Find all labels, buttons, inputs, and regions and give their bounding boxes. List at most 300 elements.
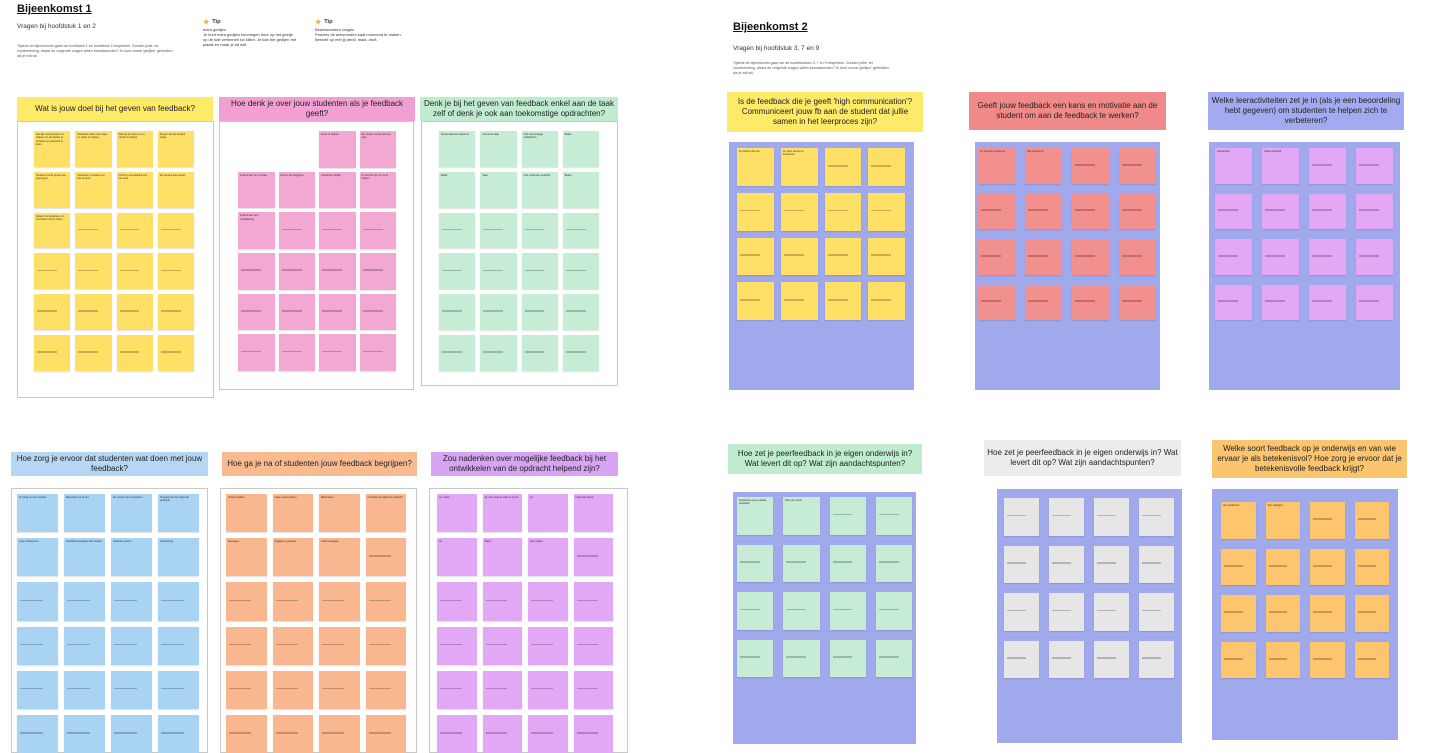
empty-sticky-note[interactable] (1004, 498, 1039, 536)
sticky-note[interactable] (75, 131, 111, 167)
sticky-note[interactable] (480, 131, 516, 167)
empty-sticky-note[interactable] (319, 212, 356, 249)
placeholder-line (577, 732, 599, 734)
tip-note-answers[interactable] (315, 20, 410, 42)
question-header-q1[interactable]: Wat is jouw doel bij het geven van feedback? (17, 97, 213, 121)
tip-note-extra[interactable] (203, 20, 298, 47)
empty-sticky-note[interactable] (366, 715, 407, 753)
empty-sticky-note[interactable] (1262, 194, 1299, 230)
empty-sticky-note[interactable] (1094, 641, 1129, 679)
question-header-q10[interactable]: Hoe zet je peerfeedback in je eigen onderwijs in? Wat levert dit op? Wat zijn aandachtspunten? (728, 444, 922, 474)
sticky-note[interactable] (439, 131, 475, 167)
empty-sticky-note[interactable] (737, 640, 773, 678)
empty-sticky-note[interactable] (825, 193, 862, 231)
sticky-note[interactable] (17, 538, 58, 576)
sticky-note[interactable] (1215, 148, 1252, 184)
sticky-note[interactable] (273, 538, 314, 576)
placeholder-line (67, 644, 90, 646)
empty-sticky-note[interactable] (483, 671, 523, 709)
empty-sticky-note[interactable] (117, 253, 153, 289)
empty-sticky-note[interactable] (1004, 641, 1039, 679)
placeholder-line (1313, 611, 1332, 613)
placeholder-line (322, 229, 342, 231)
empty-sticky-note[interactable] (1355, 595, 1390, 632)
placeholder-line (566, 351, 586, 353)
empty-sticky-note[interactable] (1356, 148, 1393, 184)
sticky-note[interactable] (75, 172, 111, 208)
empty-sticky-note[interactable] (978, 194, 1015, 230)
empty-sticky-note[interactable] (17, 671, 58, 709)
question-header-q3[interactable]: Denk je bij het geven van feedback enkel aan de taak zelf of denk je ook aan toekomstige opdrachten? (420, 97, 618, 121)
sticky-note[interactable] (1266, 502, 1301, 539)
sticky-note[interactable] (158, 538, 199, 576)
sticky-note[interactable] (528, 538, 568, 576)
empty-sticky-note[interactable] (439, 335, 475, 371)
empty-sticky-note[interactable] (273, 715, 314, 753)
sticky-note[interactable] (574, 494, 614, 532)
empty-sticky-note[interactable] (226, 671, 267, 709)
empty-sticky-note[interactable] (158, 671, 199, 709)
empty-sticky-note[interactable] (876, 640, 912, 678)
empty-sticky-note[interactable] (366, 627, 407, 665)
placeholder-line (37, 351, 57, 353)
empty-sticky-note[interactable] (783, 545, 819, 583)
empty-sticky-note[interactable] (238, 334, 275, 371)
empty-sticky-note[interactable] (279, 253, 316, 290)
empty-sticky-note[interactable] (273, 671, 314, 709)
placeholder-line (740, 609, 760, 611)
empty-sticky-note[interactable] (522, 253, 558, 289)
empty-sticky-note[interactable] (563, 294, 599, 330)
sticky-note[interactable] (439, 172, 475, 208)
empty-sticky-note[interactable] (1309, 285, 1346, 321)
empty-sticky-note[interactable] (1356, 194, 1393, 230)
empty-sticky-note[interactable] (978, 285, 1015, 321)
empty-sticky-note[interactable] (117, 335, 153, 371)
placeholder-line (486, 600, 508, 602)
empty-sticky-note[interactable] (1262, 285, 1299, 321)
empty-sticky-note[interactable] (528, 627, 568, 665)
empty-sticky-note[interactable] (1309, 239, 1346, 275)
empty-sticky-note[interactable] (1355, 502, 1390, 539)
empty-sticky-note[interactable] (737, 193, 774, 231)
placeholder-line (363, 229, 383, 231)
empty-sticky-note[interactable] (226, 715, 267, 753)
empty-sticky-note[interactable] (563, 335, 599, 371)
empty-sticky-note[interactable] (111, 582, 152, 620)
empty-sticky-note[interactable] (737, 282, 774, 320)
empty-sticky-note[interactable] (273, 627, 314, 665)
empty-sticky-note[interactable] (978, 239, 1015, 275)
empty-sticky-note[interactable] (1004, 546, 1039, 584)
sticky-note[interactable] (360, 131, 397, 168)
empty-sticky-note[interactable] (830, 545, 866, 583)
empty-sticky-note[interactable] (64, 627, 105, 665)
empty-sticky-note[interactable] (1221, 642, 1256, 679)
empty-sticky-note[interactable] (876, 592, 912, 630)
sticky-note[interactable] (273, 494, 314, 532)
empty-sticky-note[interactable] (319, 582, 360, 620)
placeholder-line (161, 270, 181, 272)
sticky-note[interactable] (1025, 148, 1062, 184)
sticky-note[interactable] (1221, 502, 1256, 539)
sticky-note[interactable] (737, 497, 773, 535)
empty-sticky-note[interactable] (319, 334, 356, 371)
empty-sticky-note[interactable] (1310, 642, 1345, 679)
empty-sticky-note[interactable] (737, 592, 773, 630)
empty-sticky-note[interactable] (830, 592, 866, 630)
empty-sticky-note[interactable] (1049, 641, 1084, 679)
sticky-note[interactable] (480, 172, 516, 208)
empty-sticky-note[interactable] (480, 213, 516, 249)
empty-sticky-note[interactable] (319, 671, 360, 709)
sticky-note[interactable] (978, 148, 1015, 184)
empty-sticky-note[interactable] (366, 582, 407, 620)
sticky-note[interactable] (279, 172, 316, 209)
empty-sticky-note[interactable] (437, 582, 477, 620)
placeholder-line (828, 210, 848, 212)
empty-sticky-note[interactable] (17, 715, 58, 753)
placeholder-line (322, 269, 342, 271)
empty-sticky-note[interactable] (17, 627, 58, 665)
empty-sticky-note[interactable] (1309, 194, 1346, 230)
sticky-note[interactable] (34, 131, 70, 167)
empty-sticky-note[interactable] (226, 627, 267, 665)
empty-sticky-note[interactable] (868, 238, 905, 276)
empty-sticky-note[interactable] (1356, 285, 1393, 321)
sticky-note[interactable] (117, 131, 153, 167)
empty-sticky-note[interactable] (1049, 546, 1084, 584)
sticky-note[interactable] (226, 494, 267, 532)
empty-sticky-note[interactable] (522, 213, 558, 249)
empty-sticky-note[interactable] (1262, 239, 1299, 275)
empty-sticky-note[interactable] (75, 213, 111, 249)
empty-sticky-note[interactable] (574, 582, 614, 620)
question-header-q9[interactable]: Welke leeractiviteiten zet je in (als je een beoordeling hebt gegeven) om studenten te helpen zich te verbeteren? (1208, 92, 1404, 130)
empty-sticky-note[interactable] (34, 335, 70, 371)
empty-sticky-note[interactable] (1221, 595, 1256, 632)
sticky-note-text: Zeker (484, 540, 492, 544)
empty-sticky-note[interactable] (483, 627, 523, 665)
empty-sticky-note[interactable] (1215, 285, 1252, 321)
placeholder-line (161, 310, 181, 312)
empty-sticky-note[interactable] (158, 213, 194, 249)
sticky-grid-q9 (1215, 148, 1393, 320)
empty-sticky-note[interactable] (117, 294, 153, 330)
placeholder-line (828, 299, 848, 301)
placeholder-line (440, 644, 462, 646)
empty-sticky-note[interactable] (737, 238, 774, 276)
empty-sticky-note[interactable] (825, 282, 862, 320)
empty-sticky-note[interactable] (1072, 239, 1109, 275)
placeholder-line (1313, 658, 1332, 660)
empty-sticky-note[interactable] (279, 334, 316, 371)
sticky-note[interactable] (64, 494, 105, 532)
empty-sticky-note[interactable] (1355, 642, 1390, 679)
empty-sticky-note[interactable] (781, 193, 818, 231)
sticky-note-text: Het lijkt vooral sturen en helpen om de doelen te bereiken en passend te leren (36, 133, 64, 147)
placeholder-line (120, 229, 140, 231)
empty-sticky-note[interactable] (574, 671, 614, 709)
sticky-note[interactable] (17, 494, 58, 532)
empty-sticky-note[interactable] (1266, 549, 1301, 586)
empty-sticky-note[interactable] (360, 294, 397, 331)
empty-sticky-note[interactable] (1139, 641, 1174, 679)
sticky-note[interactable] (158, 494, 199, 532)
sticky-grid-q3 (439, 131, 599, 371)
empty-sticky-note[interactable] (439, 253, 475, 289)
placeholder-line (1028, 300, 1048, 302)
placeholder-line (1075, 209, 1095, 211)
empty-sticky-note[interactable] (528, 582, 568, 620)
empty-sticky-note[interactable] (528, 671, 568, 709)
empty-sticky-note[interactable] (783, 640, 819, 678)
empty-sticky-note[interactable] (279, 212, 316, 249)
empty-sticky-note[interactable] (238, 253, 275, 290)
empty-sticky-note[interactable] (279, 294, 316, 331)
placeholder-line (879, 561, 899, 563)
empty-sticky-note[interactable] (1139, 593, 1174, 631)
sticky-note[interactable] (111, 494, 152, 532)
sticky-note[interactable] (319, 494, 360, 532)
sticky-note-text: Ze moeten ermee aan de slag (361, 133, 391, 140)
empty-sticky-note[interactable] (111, 715, 152, 753)
sticky-note[interactable] (783, 497, 819, 535)
empty-sticky-note[interactable] (783, 592, 819, 630)
sticky-note[interactable] (158, 131, 194, 167)
sticky-note-text: Helpen de studenten om het beste eruit te halen (36, 214, 65, 222)
sticky-note[interactable] (483, 494, 523, 532)
question-header-q12[interactable]: Welke soort feedback op je onderwijs en van wie ervaar je als betekenisvol? Hoe zorg je ervoor dat je betekenisvolle feedback krijgt? (1212, 440, 1407, 478)
empty-sticky-note[interactable] (1119, 148, 1156, 184)
empty-sticky-note[interactable] (563, 213, 599, 249)
sticky-note[interactable] (34, 172, 70, 208)
empty-sticky-note[interactable] (1266, 595, 1301, 632)
empty-sticky-note[interactable] (1119, 239, 1156, 275)
question-header-q4[interactable]: Hoe zorg je ervoor dat studenten wat doen met jouw feedback? (11, 452, 208, 476)
empty-sticky-note[interactable] (483, 715, 523, 753)
empty-sticky-note[interactable] (1355, 549, 1390, 586)
sticky-note[interactable] (158, 172, 194, 208)
question-header-q11[interactable]: Hoe zet je peerfeedback in je eigen onderwijs in? Wat levert dit op? Wat zijn aandachtspunten? (984, 440, 1181, 476)
question-header-q8[interactable]: Geeft jouw feedback een kans en motivatie aan de student om aan de feedback te werken? (969, 92, 1166, 130)
sticky-note-text: Oefenopdracht (1264, 150, 1282, 153)
empty-sticky-note[interactable] (1119, 285, 1156, 321)
empty-sticky-note[interactable] (111, 671, 152, 709)
empty-sticky-note[interactable] (1356, 239, 1393, 275)
empty-sticky-note[interactable] (1266, 642, 1301, 679)
empty-sticky-note[interactable] (158, 294, 194, 330)
empty-sticky-note[interactable] (1094, 498, 1129, 536)
empty-sticky-note[interactable] (1025, 239, 1062, 275)
empty-sticky-note[interactable] (830, 497, 866, 535)
sticky-note[interactable] (528, 494, 568, 532)
sticky-note[interactable] (437, 494, 477, 532)
empty-sticky-note[interactable] (1025, 285, 1062, 321)
sticky-note[interactable] (117, 172, 153, 208)
empty-sticky-note[interactable] (158, 335, 194, 371)
empty-sticky-note[interactable] (158, 253, 194, 289)
sticky-note[interactable] (522, 172, 558, 208)
empty-sticky-note[interactable] (574, 538, 614, 576)
empty-sticky-note[interactable] (17, 582, 58, 620)
sticky-note[interactable] (522, 131, 558, 167)
empty-sticky-note[interactable] (366, 671, 407, 709)
sticky-note-text: Ja, als het concreet is (980, 150, 1006, 153)
empty-sticky-note[interactable] (1072, 194, 1109, 230)
sticky-note[interactable] (483, 538, 523, 576)
empty-sticky-note[interactable] (574, 715, 614, 753)
empty-sticky-note[interactable] (480, 294, 516, 330)
empty-sticky-note[interactable] (737, 545, 773, 583)
question-header-q2[interactable]: Hoe denk je over jouw studenten als je feedback geeft? (219, 97, 415, 121)
empty-sticky-note[interactable] (1310, 595, 1345, 632)
placeholder-line (566, 310, 586, 312)
empty-sticky-note[interactable] (273, 582, 314, 620)
question-header-q7[interactable]: Is de feedback die je geeft 'high communication'? Communiceert jouw fb aan de student dat jullie samen in het leerproces zijn? (727, 92, 923, 132)
placeholder-line (531, 644, 553, 646)
empty-sticky-note[interactable] (868, 193, 905, 231)
empty-sticky-note[interactable] (64, 715, 105, 753)
empty-sticky-note[interactable] (876, 545, 912, 583)
empty-sticky-note[interactable] (825, 238, 862, 276)
placeholder-line (114, 732, 137, 734)
empty-sticky-note[interactable] (158, 582, 199, 620)
empty-sticky-note[interactable] (34, 253, 70, 289)
empty-sticky-note[interactable] (75, 294, 111, 330)
empty-sticky-note[interactable] (1049, 593, 1084, 631)
placeholder-line (786, 561, 806, 563)
empty-sticky-note[interactable] (563, 253, 599, 289)
empty-sticky-note[interactable] (158, 715, 199, 753)
empty-sticky-note[interactable] (64, 671, 105, 709)
placeholder-line (1312, 300, 1332, 302)
sticky-note[interactable] (111, 538, 152, 576)
placeholder-line (1052, 562, 1071, 564)
sticky-note[interactable] (319, 131, 356, 168)
empty-sticky-note[interactable] (158, 627, 199, 665)
placeholder-line (833, 561, 853, 563)
empty-sticky-note[interactable] (522, 294, 558, 330)
empty-sticky-note[interactable] (522, 335, 558, 371)
empty-sticky-note[interactable] (1139, 498, 1174, 536)
empty-sticky-note[interactable] (1309, 148, 1346, 184)
sticky-note[interactable] (360, 172, 397, 209)
empty-sticky-note[interactable] (111, 627, 152, 665)
empty-sticky-note[interactable] (226, 582, 267, 620)
empty-sticky-note[interactable] (238, 294, 275, 331)
empty-sticky-note[interactable] (830, 640, 866, 678)
question-header-q5[interactable]: Hoe ga je na of studenten jouw feedback begrijpen? (222, 452, 417, 476)
empty-sticky-note[interactable] (366, 538, 407, 576)
empty-sticky-note[interactable] (75, 335, 111, 371)
sticky-note[interactable] (238, 172, 275, 209)
sticky-note[interactable] (563, 172, 599, 208)
empty-sticky-note[interactable] (868, 282, 905, 320)
sticky-grid-q5 (226, 494, 406, 753)
empty-sticky-note[interactable] (34, 294, 70, 330)
placeholder-line (1269, 565, 1288, 567)
empty-sticky-note[interactable] (1025, 194, 1062, 230)
sticky-note[interactable] (1262, 148, 1299, 184)
empty-sticky-note[interactable] (1215, 239, 1252, 275)
placeholder-line (161, 644, 184, 646)
empty-sticky-note[interactable] (483, 582, 523, 620)
empty-sticky-note[interactable] (1004, 593, 1039, 631)
empty-sticky-note[interactable] (528, 715, 568, 753)
empty-sticky-note[interactable] (437, 627, 477, 665)
question-header-q6[interactable]: Zou nadenken over mogelijke feedback bij het ontwikkelen van de opdracht helpend zijn? (431, 452, 618, 476)
empty-sticky-note[interactable] (574, 627, 614, 665)
empty-sticky-note[interactable] (1310, 549, 1345, 586)
empty-sticky-note[interactable] (1119, 194, 1156, 230)
empty-sticky-note[interactable] (319, 253, 356, 290)
empty-sticky-note[interactable] (1094, 593, 1129, 631)
empty-sticky-note[interactable] (825, 148, 862, 186)
empty-sticky-note[interactable] (781, 238, 818, 276)
placeholder-line (120, 270, 140, 272)
sticky-note[interactable] (437, 538, 477, 576)
empty-sticky-note[interactable] (319, 294, 356, 331)
sticky-note[interactable] (366, 494, 407, 532)
sticky-note[interactable] (319, 172, 356, 209)
sticky-note[interactable] (781, 148, 818, 186)
empty-sticky-note[interactable] (75, 253, 111, 289)
sticky-note-text: Ja, dan weet je waar je op let (484, 496, 519, 499)
sticky-note[interactable] (319, 538, 360, 576)
empty-sticky-note[interactable] (437, 715, 477, 753)
sticky-note[interactable] (238, 212, 275, 249)
sticky-note[interactable] (64, 538, 105, 576)
empty-sticky-note[interactable] (781, 282, 818, 320)
placeholder-line (1028, 209, 1048, 211)
empty-sticky-note[interactable] (1049, 498, 1084, 536)
sticky-note[interactable] (737, 148, 774, 186)
empty-sticky-note[interactable] (868, 148, 905, 186)
empty-sticky-note[interactable] (437, 671, 477, 709)
placeholder-line (1313, 518, 1332, 520)
session1-title: Bijeenkomst 1 (17, 3, 92, 15)
empty-sticky-note[interactable] (117, 213, 153, 249)
empty-sticky-note[interactable] (480, 335, 516, 371)
empty-sticky-note[interactable] (1139, 546, 1174, 584)
empty-sticky-note[interactable] (1310, 502, 1345, 539)
empty-sticky-note[interactable] (64, 582, 105, 620)
placeholder-line (1097, 515, 1116, 517)
sticky-note[interactable] (226, 538, 267, 576)
sticky-note[interactable] (34, 213, 70, 249)
empty-sticky-note[interactable] (1221, 549, 1256, 586)
empty-sticky-note[interactable] (439, 294, 475, 330)
sticky-note[interactable] (563, 131, 599, 167)
empty-sticky-note[interactable] (1072, 148, 1109, 184)
sticky-grid-q7 (737, 148, 905, 320)
empty-sticky-note[interactable] (1215, 194, 1252, 230)
empty-sticky-note[interactable] (360, 212, 397, 249)
empty-sticky-note[interactable] (360, 334, 397, 371)
empty-sticky-note[interactable] (480, 253, 516, 289)
placeholder-line (828, 165, 848, 167)
empty-sticky-note[interactable] (360, 253, 397, 290)
empty-sticky-note[interactable] (439, 213, 475, 249)
empty-sticky-note[interactable] (876, 497, 912, 535)
empty-sticky-note[interactable] (1072, 285, 1109, 321)
placeholder-line (1218, 209, 1238, 211)
placeholder-line (531, 688, 553, 690)
empty-sticky-note[interactable] (319, 715, 360, 753)
empty-sticky-note[interactable] (1094, 546, 1129, 584)
empty-sticky-note[interactable] (319, 627, 360, 665)
